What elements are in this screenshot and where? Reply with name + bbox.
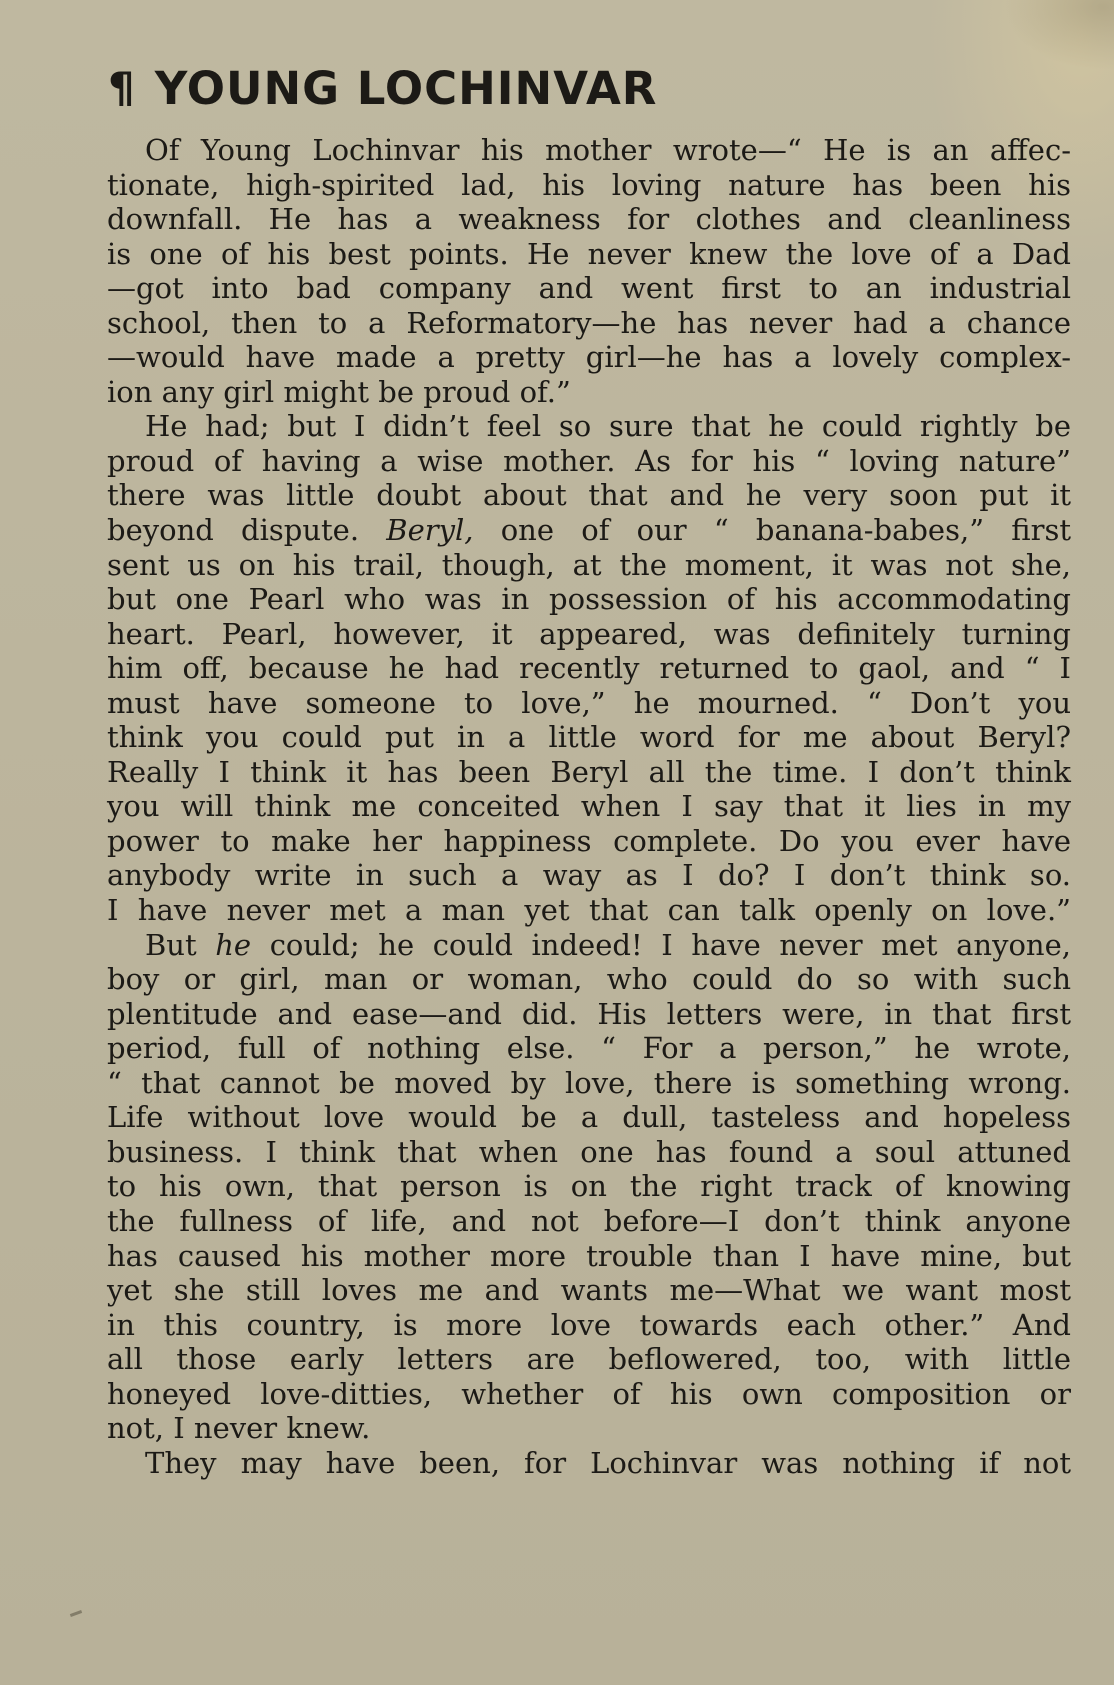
text-line: business. I think that when one has found a soul attuned xyxy=(107,1134,1071,1169)
text-line: Life without love would be a dull, tasteless and hopeless xyxy=(107,1100,1071,1135)
text-line: period, full of nothing else. “ For a person,” he wrote, xyxy=(107,1031,1071,1066)
paper-speck xyxy=(70,1610,82,1617)
text-line: school, then to a Reformatory—he has never had a chance xyxy=(107,305,1071,340)
text-line: has caused his mother more trouble than I have mine, but xyxy=(107,1238,1071,1273)
text-line: must have someone to love,” he mourned. “ Don’t you xyxy=(107,685,1071,720)
text-line: ion any girl might be proud of.” xyxy=(107,374,571,409)
chapter-heading xyxy=(108,58,657,118)
text-line: not, I never knew. xyxy=(107,1411,371,1446)
body-text xyxy=(107,133,1071,1480)
text-line: there was little doubt about that and he very soon put it xyxy=(107,478,1071,513)
text-line: the fullness of life, and not before—I don’t think anyone xyxy=(107,1203,1071,1238)
text-line: “ that cannot be moved by love, there is something wrong. xyxy=(107,1065,1071,1100)
text-run: But xyxy=(145,927,216,962)
text-line: in this country, is more love towards each other.” And xyxy=(107,1307,1071,1342)
text-line xyxy=(107,513,1071,548)
text-line: proud of having a wise mother. As for his “ loving nature” xyxy=(107,443,1071,478)
text-run: beyond dispute. xyxy=(107,513,387,548)
text-line: tionate, high-spirited lad, his loving nature has been his xyxy=(107,167,1071,202)
italic-word: he xyxy=(215,927,252,962)
text-line: downfall. He has a weakness for clothes and cleanliness xyxy=(107,202,1071,237)
text-line: him off, because he had recently returned to gaol, and “ I xyxy=(107,651,1071,686)
text-line: I have never met a man yet that can talk openly on love.” xyxy=(107,893,1071,928)
text-line: power to make her happiness complete. Do you ever have xyxy=(107,823,1071,858)
chapter-title: YOUNG LOCHINVAR xyxy=(154,61,658,115)
text-line: yet she still loves me and wants me—What we want most xyxy=(107,1273,1071,1308)
text-line: Of Young Lochinvar his mother wrote—“ He is an affec- xyxy=(145,133,1071,167)
text-line: boy or girl, man or woman, who could do so with such xyxy=(107,962,1071,997)
pilcrow-icon: ¶ xyxy=(108,63,135,112)
paper-stain xyxy=(1004,0,1114,70)
text-line: plentitude and ease—and did. His letters were, in that first xyxy=(107,996,1071,1031)
text-line: is one of his best points. He never knew the love of a Dad xyxy=(107,236,1071,271)
italic-word: Beryl, xyxy=(386,513,474,548)
text-line: heart. Pearl, however, it appeared, was definitely turning xyxy=(107,616,1071,651)
text-line: sent us on his trail, though, at the moment, it was not she, xyxy=(107,547,1071,582)
text-run: one of our “ banana-babes,” first xyxy=(473,513,1071,548)
text-line: to his own, that person is on the right track of knowing xyxy=(107,1169,1071,1204)
text-run: could; he could indeed! I have never met anyone, xyxy=(251,927,1071,962)
text-line: honeyed love-ditties, whether of his own composition or xyxy=(107,1376,1071,1411)
text-line: you will think me conceited when I say that it lies in my xyxy=(107,789,1071,824)
text-line xyxy=(107,928,1071,963)
text-line: They may have been, for Lochinvar was nothing if not xyxy=(145,1445,1071,1480)
text-line: anybody write in such a way as I do? I don’t think so. xyxy=(107,858,1071,893)
text-line: but one Pearl who was in possession of his accommodating xyxy=(107,582,1071,617)
text-line: He had; but I didn’t feel so sure that he could rightly be xyxy=(145,409,1071,444)
text-line: Really I think it has been Beryl all the time. I don’t think xyxy=(107,754,1071,789)
text-line: all those early letters are beflowered, too, with little xyxy=(107,1342,1071,1377)
text-line: —would have made a pretty girl—he has a lovely complex- xyxy=(107,340,1071,375)
text-line: —got into bad company and went first to an industrial xyxy=(107,271,1071,306)
text-line: think you could put in a little word for me about Beryl? xyxy=(107,720,1071,755)
